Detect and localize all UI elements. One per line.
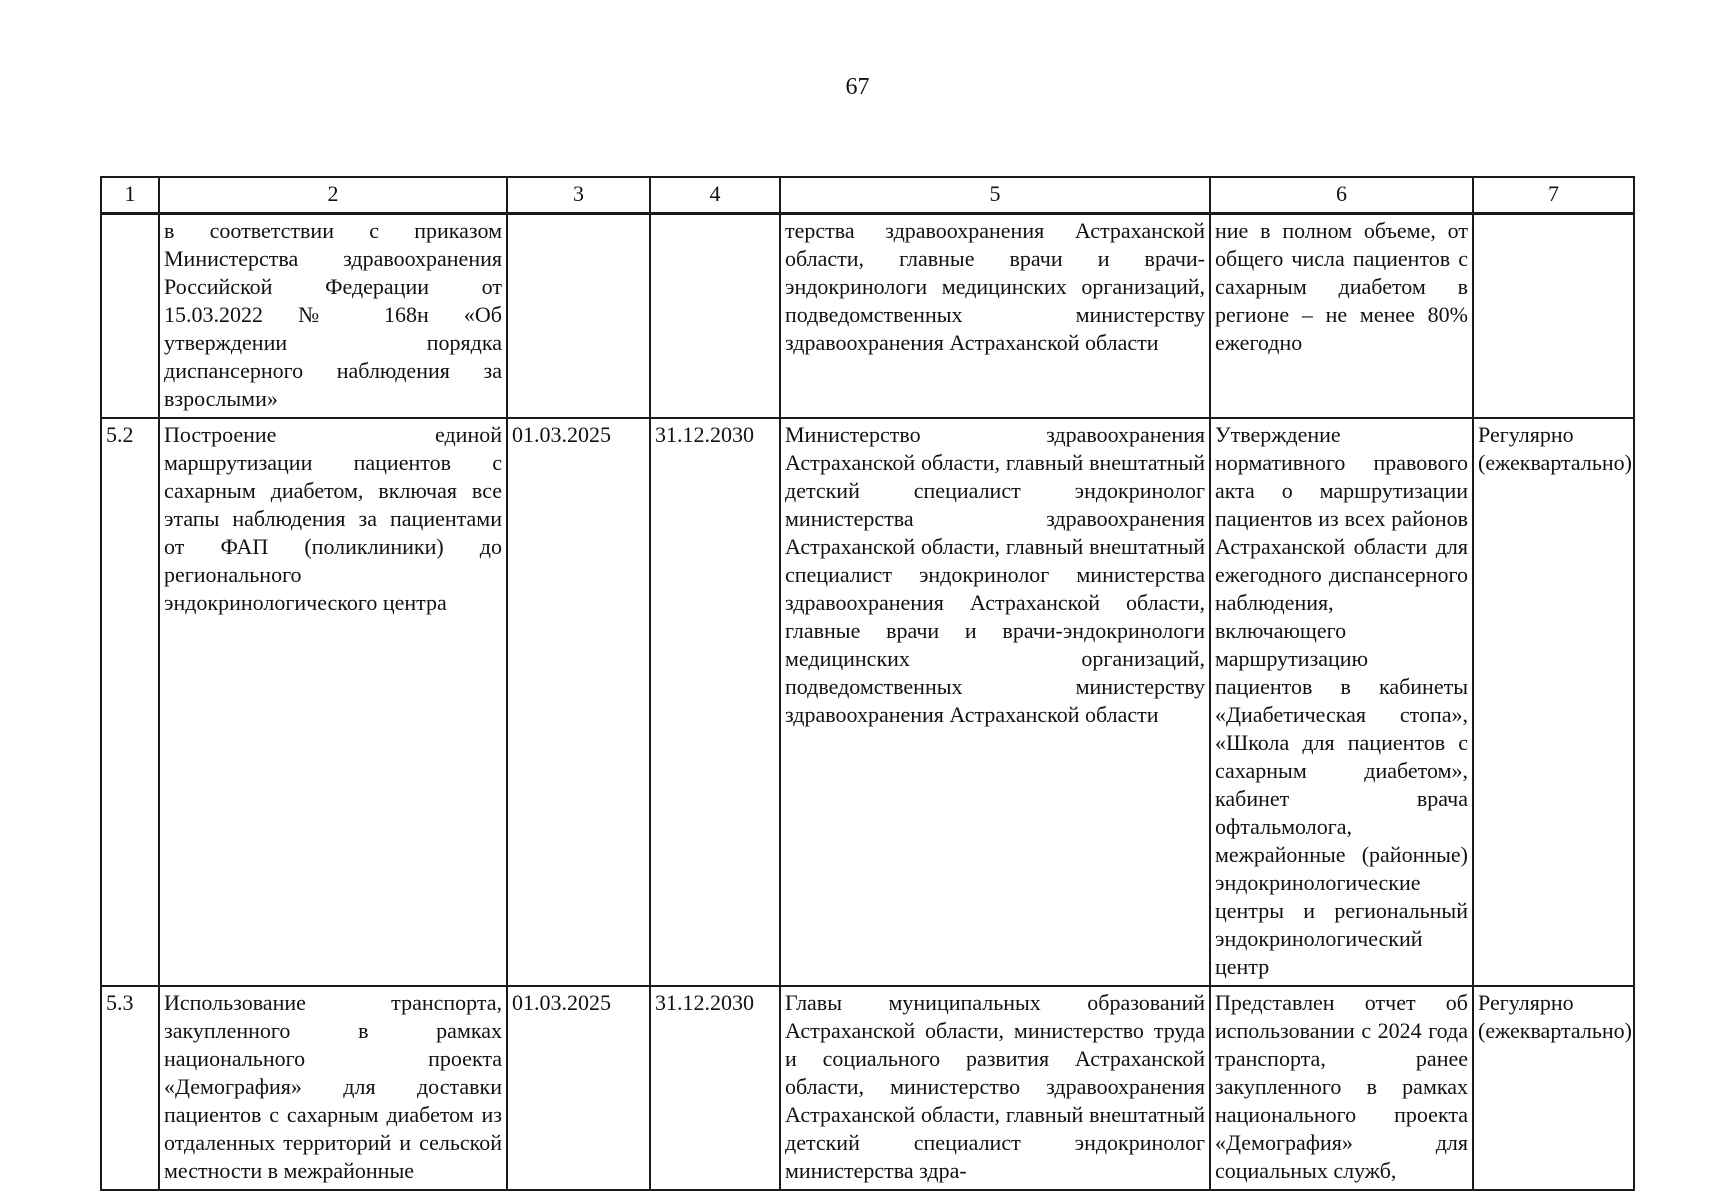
column-header-4: 4 <box>650 177 780 214</box>
column-header-7: 7 <box>1473 177 1634 214</box>
responsible-cell: терства здравоохранения Астраханской области, главные врачи и врачи-эндокринологи медицинских организаций, подведомственных министерству здравоохранения Астраханской области <box>780 214 1210 419</box>
result-cell: Представлен отчет об использовании с 2024 года транспорта, ранее закупленного в рамках национального проекта «Демография» для социальных служб, <box>1210 986 1473 1190</box>
table-row <box>101 214 1634 419</box>
measures-table <box>100 176 1635 1191</box>
measure-description-cell: в соответствии с приказом Министерства здравоохранения Российской Федерации от 15.03.2022 № 168н «Об утверждении порядка диспансерного наблюдения за взрослыми» <box>159 214 507 419</box>
result-cell: Утверждение нормативного правового акта о маршрутизации пациентов из всех районов Астраханской области для ежегодного диспансерного наблюдения, включающего маршрутизацию пациентов в кабинеты «Диабетическая стопа», «Школа для пациентов с сахарным диабетом», кабинет врача офтальмолога, межрайонные (районные) эндокринологические центры и региональный эндокринологический центр <box>1210 418 1473 986</box>
table-row <box>101 418 1634 986</box>
page-number: 67 <box>845 74 870 100</box>
frequency-cell: Регулярно (ежеквартально) <box>1473 986 1634 1190</box>
table-row <box>101 986 1634 1190</box>
measure-description-cell: Построение единой маршрутизации пациентов с сахарным диабетом, включая все этапы наблюдения за пациентами от ФАП (поликлиники) до регионального эндокринологического центра <box>159 418 507 986</box>
responsible-cell: Министерство здравоохранения Астраханской области, главный внештатный детский специалист эндокринолог министерства здравоохранения Астраханской области, главный внештатный специалист эндокринолог министерства здравоохранения Астраханской области, главные врачи и врачи-эндокринологи медицинских организаций, подведомственных министерству здравоохранения Астраханской области <box>780 418 1210 986</box>
measure-description-cell: Использование транспорта, закупленного в рамках национального проекта «Демография» для доставки пациентов с сахарным диабетом из отдаленных территорий и сельской местности в межрайонные <box>159 986 507 1190</box>
frequency-cell <box>1473 214 1634 419</box>
frequency-cell: Регулярно (ежеквартально) <box>1473 418 1634 986</box>
column-header-1: 1 <box>101 177 159 214</box>
column-header-5: 5 <box>780 177 1210 214</box>
row-number-cell: 5.2 <box>101 418 159 986</box>
column-header-3: 3 <box>507 177 650 214</box>
row-number-cell: 5.3 <box>101 986 159 1190</box>
start-date-cell <box>507 214 650 419</box>
row-number-cell <box>101 214 159 419</box>
end-date-cell <box>650 214 780 419</box>
result-cell: ние в полном объеме, от общего числа пациентов с сахарным диабетом в регионе – не менее 80% ежегодно <box>1210 214 1473 419</box>
column-header-2: 2 <box>159 177 507 214</box>
end-date-cell: 31.12.2030 <box>650 418 780 986</box>
start-date-cell: 01.03.2025 <box>507 418 650 986</box>
end-date-cell: 31.12.2030 <box>650 986 780 1190</box>
column-header-6: 6 <box>1210 177 1473 214</box>
responsible-cell: Главы муниципальных образований Астраханской области, министерство труда и социального развития Астраханской области, министерство здравоохранения Астраханской области, главный внештатный детский специалист эндокринолог министерства здра- <box>780 986 1210 1190</box>
start-date-cell: 01.03.2025 <box>507 986 650 1190</box>
header-row <box>101 177 1634 214</box>
